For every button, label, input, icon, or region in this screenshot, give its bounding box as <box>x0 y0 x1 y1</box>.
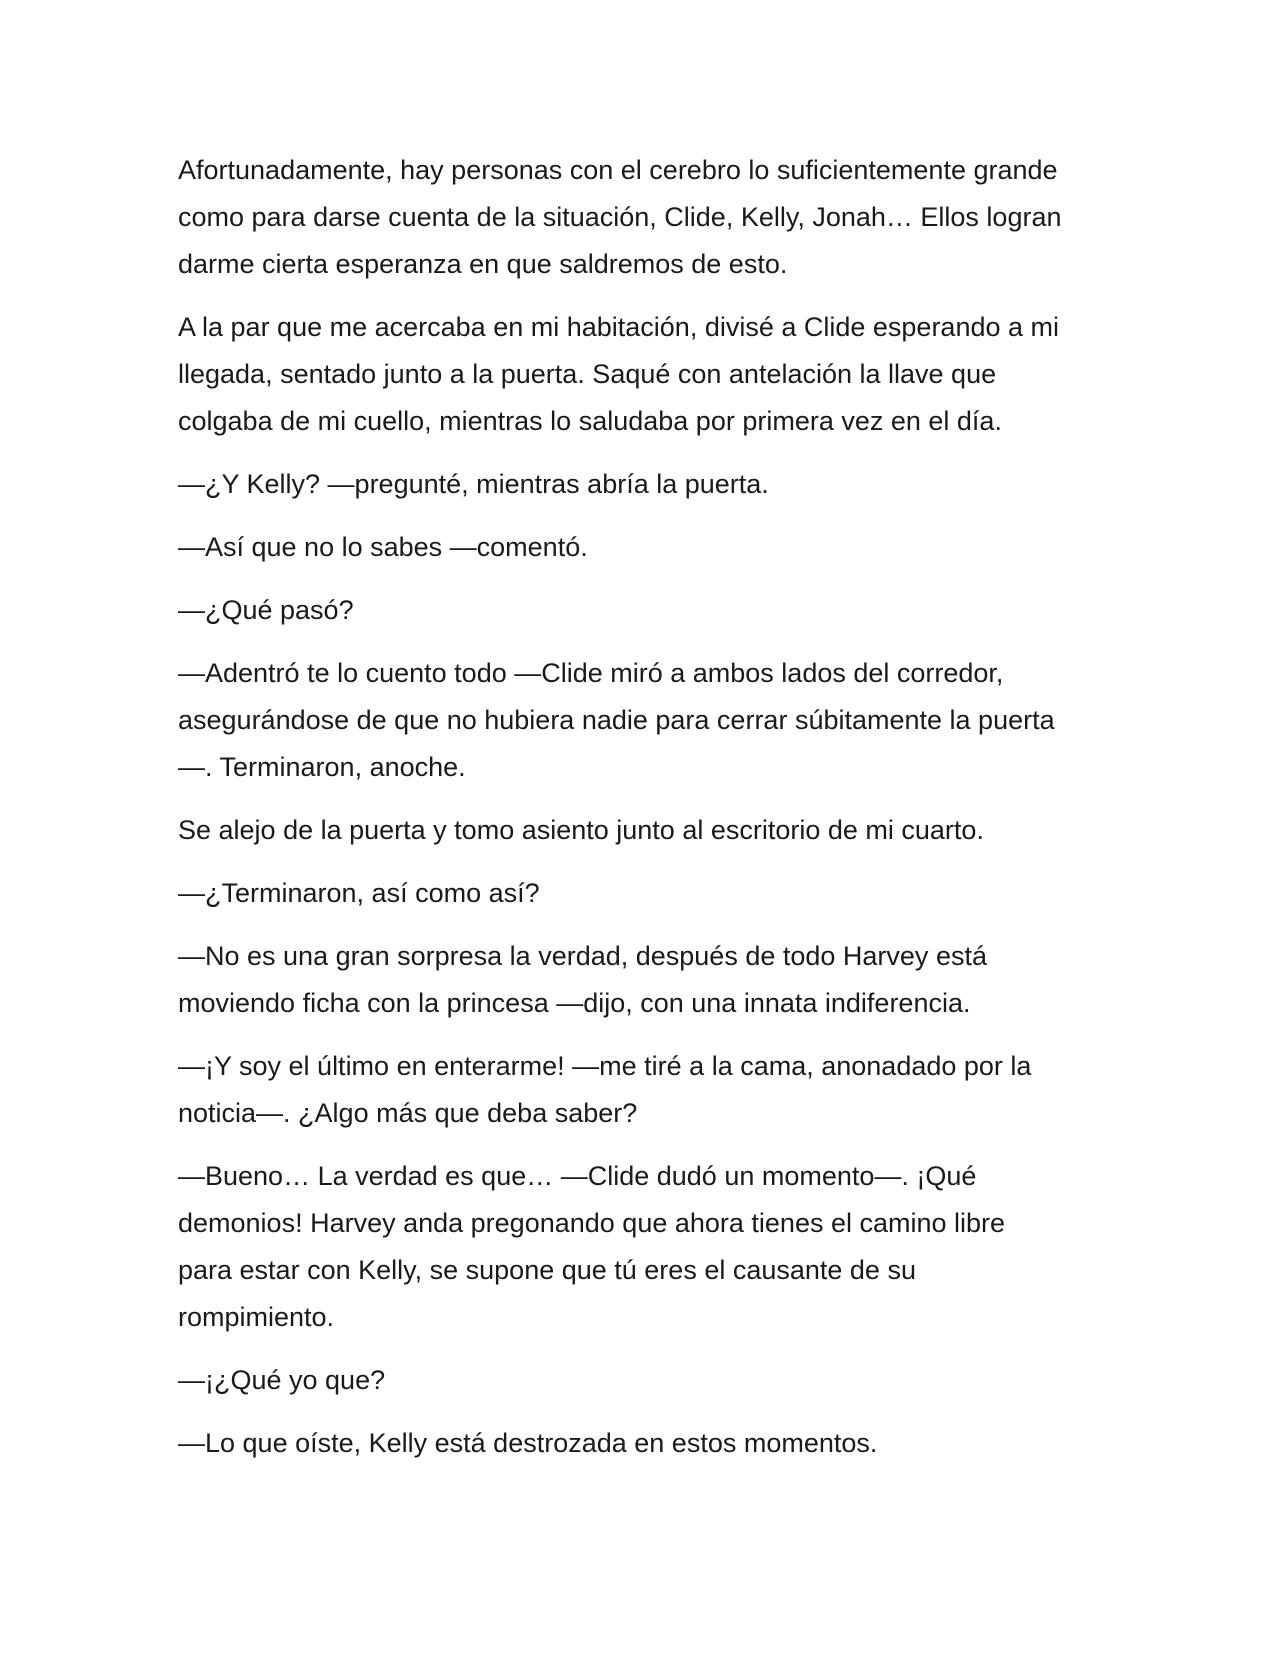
paragraph-line: colgaba de mi cuello, mientras lo saludaba por primera vez en el día. <box>178 406 1002 436</box>
paragraph-line: moviendo ficha con la princesa —dijo, con una innata indiferencia. <box>178 988 971 1018</box>
paragraph-line: Se alejo de la puerta y tomo asiento junto al escritorio de mi cuarto. <box>178 815 984 845</box>
paragraph-line: A la par que me acercaba en mi habitación, divisé a Clide esperando a mi <box>178 312 1060 342</box>
paragraph-line: —¿Qué pasó? <box>178 595 354 625</box>
paragraph-line: —. Terminaron, anoche. <box>178 752 466 782</box>
paragraph-line: —¿Y Kelly? —pregunté, mientras abría la puerta. <box>178 469 769 499</box>
paragraph-line: llegada, sentado junto a la puerta. Saqué con antelación la llave que <box>178 359 997 389</box>
paragraph-line: —No es una gran sorpresa la verdad, después de todo Harvey está <box>178 941 987 971</box>
paragraph-line: como para darse cuenta de la situación, Clide, Kelly, Jonah… Ellos logran <box>178 202 1062 232</box>
paragraph-line: —Adentró te lo cuento todo —Clide miró a ambos lados del corredor, <box>178 658 1004 688</box>
paragraph-line: —Así que no lo sabes —comentó. <box>178 532 588 562</box>
paragraph-line: darme cierta esperanza en que saldremos de esto. <box>178 249 788 279</box>
paragraph-line: demonios! Harvey anda pregonando que ahora tienes el camino libre <box>178 1208 1006 1238</box>
paragraph-line: —Bueno… La verdad es que… —Clide dudó un momento—. ¡Qué <box>178 1161 977 1191</box>
paragraph-line: asegurándose de que no hubiera nadie para cerrar súbitamente la puerta <box>178 705 1055 735</box>
paragraph-line: noticia—. ¿Algo más que deba saber? <box>178 1098 638 1128</box>
paragraph-line: Afortunadamente, hay personas con el cerebro lo suficientemente grande <box>178 155 1058 185</box>
paragraph-line: —¿Terminaron, así como así? <box>178 878 540 908</box>
paragraph-line: —Lo que oíste, Kelly está destrozada en estos momentos. <box>178 1428 878 1458</box>
paragraph-line: rompimiento. <box>178 1302 335 1332</box>
paragraph-line: —¡¿Qué yo que? <box>178 1365 386 1395</box>
paragraph-line: —¡Y soy el último en enterarme! —me tiré a la cama, anonadado por la <box>178 1051 1032 1081</box>
paragraph-line: para estar con Kelly, se supone que tú eres el causante de su <box>178 1255 916 1285</box>
